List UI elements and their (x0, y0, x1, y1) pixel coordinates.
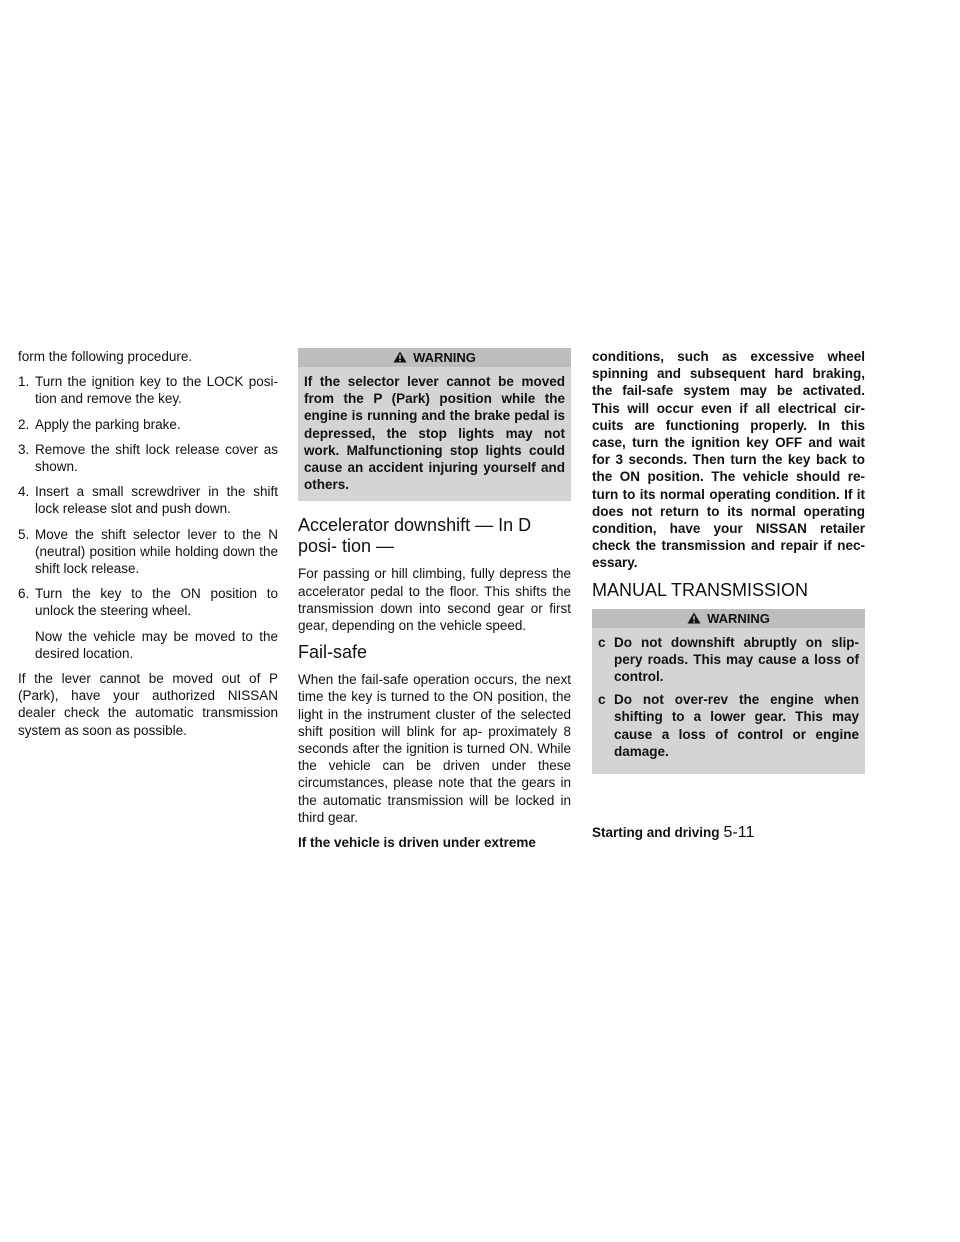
warning-triangle-icon (687, 612, 701, 624)
bullet-text: Do not over-rev the engine when shifting to a lower gear. This may cause a loss of control or engine damage. (614, 692, 859, 759)
section-heading-manual-transmission: MANUAL TRANSMISSION (592, 579, 809, 600)
step-number: 5. (18, 526, 30, 542)
bullet-icon: c (598, 692, 606, 708)
warning-box (298, 348, 571, 501)
step-number: 1. (18, 374, 30, 390)
step-number: 3. (18, 441, 30, 457)
step-text: Apply the parking brake. (35, 416, 181, 432)
list-item (598, 634, 859, 686)
bullet-text: Do not downshift abruptly on slip- pery roads. This may cause a loss of control. (614, 634, 859, 685)
list-item (18, 585, 278, 619)
page-footer (592, 824, 865, 842)
step-text: Move the shift selector lever to the N (neutral) position while holding down the shift lock release. (35, 526, 278, 577)
step-text: Remove the shift lock release cover as shown. (35, 441, 278, 475)
accelerator-downshift-text: For passing or hill climbing, fully depress the accelerator pedal to the floor. This shifts the transmission down into second gear or first gear, depending on the vehicle speed. (298, 566, 571, 634)
bullet-icon: c (598, 634, 606, 650)
section-name: Starting and driving (592, 825, 720, 840)
step-text: Insert a small screwdriver in the shift lock release slot and push down. (35, 484, 278, 517)
section-heading-accelerator-downshift: Accelerator downshift — In D posi- tion — (298, 515, 532, 557)
fail-safe-extreme-text: If the vehicle is driven under extreme (298, 835, 536, 851)
list-item (18, 373, 278, 407)
warning-list (598, 634, 859, 760)
step-number: 6. (18, 586, 30, 602)
step-note: Now the vehicle may be moved to the desired location. (35, 628, 278, 661)
warning-text: If the selector lever cannot be moved from the P (Park) position while the engine is running and the brake pedal is depressed, the stop lights may not work. Malfunctioning stop lights could cause an accident injuring yourself and others. (304, 374, 565, 493)
step-text: Turn the ignition key to the LOCK posi- tion and remove the key. (35, 374, 278, 407)
warning-triangle-icon (393, 351, 407, 363)
closing-text: If the lever cannot be moved out of P (Park), have your authorized NISSAN dealer check the automatic transmission system as soon as possible. (18, 671, 278, 738)
warning-header (592, 609, 865, 628)
list-item (18, 483, 278, 517)
list-item (18, 441, 278, 475)
list-item (18, 416, 278, 433)
intro-text: form the following procedure. (18, 349, 193, 364)
column-left (18, 348, 278, 747)
warning-header (298, 348, 571, 367)
section-heading-fail-safe: Fail-safe (298, 642, 368, 663)
fail-safe-continued-text: conditions, such as excessive wheel spinning and subsequent hard braking, the fail-safe system may be activated. This will occur even if all electrical cir- cuits are functioning properly. In this case, turn the ignition key OFF and wait for 3 seconds. Then turn the key back to the ON position. The vehicle should re- turn to its normal operating condition. If it does not return to its normal operating condition, have your NISSAN retailer check the transmission and repair if nec- essary. (592, 349, 865, 571)
step-text: Turn the key to the ON position to unlock the steering wheel. (35, 586, 278, 619)
step-number: 2. (18, 416, 30, 432)
warning-title: WARNING (707, 610, 770, 626)
column-right (592, 348, 865, 788)
page-number: 5-11 (723, 824, 755, 841)
fail-safe-text: When the fail-safe operation occurs, the next time the key is turned to the ON position, the light in the instrument cluster of the selected shift position will blink for ap- proximately 8 seconds after the ignition is turned ON. While the vehicle can be driven under these circumstances, please note that the gears in the automatic transmission will be locked in third gear. (298, 672, 571, 825)
step-number: 4. (18, 484, 30, 500)
warning-title: WARNING (413, 350, 476, 365)
list-item (598, 691, 859, 760)
list-item (18, 526, 278, 578)
column-middle (298, 348, 571, 859)
warning-box (592, 609, 865, 774)
